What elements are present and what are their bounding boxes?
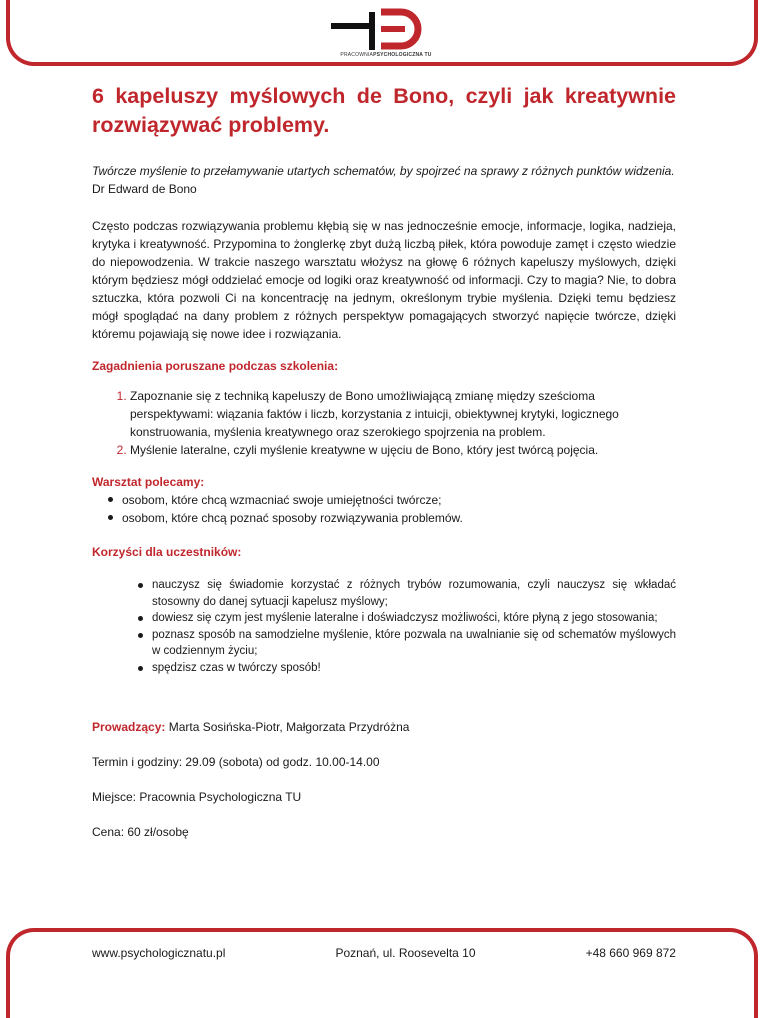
price-line: Cena: 60 zł/osobę xyxy=(92,825,189,839)
logo xyxy=(326,8,446,58)
trainers-label: Prowadzący: xyxy=(92,720,166,734)
benefits-list xyxy=(92,577,676,676)
list-item: poznasz sposób na samodzielne myślenie, które pozwala na uwalnianie się od schematów myślowych w codziennym życiu; xyxy=(138,627,676,660)
logo-caption xyxy=(326,52,446,58)
list-item: spędzisz czas w twórczy sposób! xyxy=(138,660,676,677)
list-item: 2. Myślenie lateralne, czyli myślenie kreatywne w ujęciu de Bono, który jest twórcą pojęcia. xyxy=(130,441,676,459)
list-item: osobom, które chcą wzmacniać swoje umiejętności twórcze; xyxy=(108,491,676,509)
footer-phone[interactable]: +48 660 969 872 xyxy=(585,946,676,960)
topics-list xyxy=(92,387,676,459)
footer-frame xyxy=(6,928,758,1018)
logo-caption-bold: PSYCHOLOGICZNA TU xyxy=(373,52,432,58)
footer-website[interactable]: www.psychologicznatu.pl xyxy=(92,946,226,960)
footer xyxy=(92,946,676,960)
page-title: 6 kapeluszy myślowych de Bono, czyli jak kreatywnie rozwiązywać problemy. xyxy=(92,84,676,137)
quote: Twórcze myślenie to przełamywanie utartych schematów, by spojrzeć na sprawy z różnych punktów widzenia. xyxy=(92,164,675,178)
trainers-line xyxy=(92,718,676,736)
list-item: dowiesz się czym jest myślenie lateralne i doświadczysz możliwości, które płyną z jego stosowania; xyxy=(138,610,676,627)
trainers-value: Marta Sosińska-Piotr, Małgorzata Przydróżna xyxy=(165,720,410,734)
place-line: Miejsce: Pracownia Psychologiczna TU xyxy=(92,790,302,804)
logo-caption-regular: PRACOWNIA xyxy=(340,52,374,58)
logo-mark-icon xyxy=(331,8,441,50)
intro-paragraph: Często podczas rozwiązywania problemu kłębią się w nas jednocześnie emocje, informacje, logika, nadzieja, krytyka i kreatywność. Przypomina to żonglerkę zbyt dużą liczbą piłek, która powoduje zamęt i często wiedzie do niepowodzenia. W trakcie naszego warsztatu włożysz na głowę 6 różnych kapeluszy myślowych, dzięki którym będziesz mógł oddzielać emocje od logiki oraz kreatywność od informacji. Czy to magia? Nie, to dobra sztuczka, która pozwoli Ci na koncentrację na jednym, określonym trybie myślenia. Dzięki temu będziesz mógł spoglądać na dany problem z różnych perspektyw pomagających stworzyć napięcie twórcze, dzięki któremu pojawiają się nowe idee i rozwiązania. xyxy=(92,219,676,341)
audience-heading: Warsztat polecamy: xyxy=(92,475,205,489)
audience-list xyxy=(92,491,676,527)
document-body xyxy=(92,82,676,841)
list-item: osobom, które chcą poznać sposoby rozwiązywania problemów. xyxy=(108,509,676,527)
quote-author: Dr Edward de Bono xyxy=(92,182,197,196)
benefits-heading: Korzyści dla uczestników: xyxy=(92,545,242,559)
topics-heading: Zagadnienia poruszane podczas szkolenia: xyxy=(92,359,339,373)
schedule-line: Termin i godziny: 29.09 (sobota) od godz. 10.00-14.00 xyxy=(92,755,380,769)
list-item: 1. Zapoznanie się z techniką kapeluszy de Bono umożliwiającą zmianę między sześcioma perspektywami: wiązania faktów i liczb, korzystania z intuicji, obiektywnej krytyki, logicznego konstruowania, myślenia kreatywnego oraz szerokiego spojrzenia na problem. xyxy=(130,387,676,441)
list-item: nauczysz się świadomie korzystać z różnych trybów rozumowania, czyli nauczysz się wkładać stosowny do danej sytuacji kapelusz myślowy; xyxy=(138,577,676,610)
footer-address: Poznań, ul. Roosevelta 10 xyxy=(335,946,476,960)
